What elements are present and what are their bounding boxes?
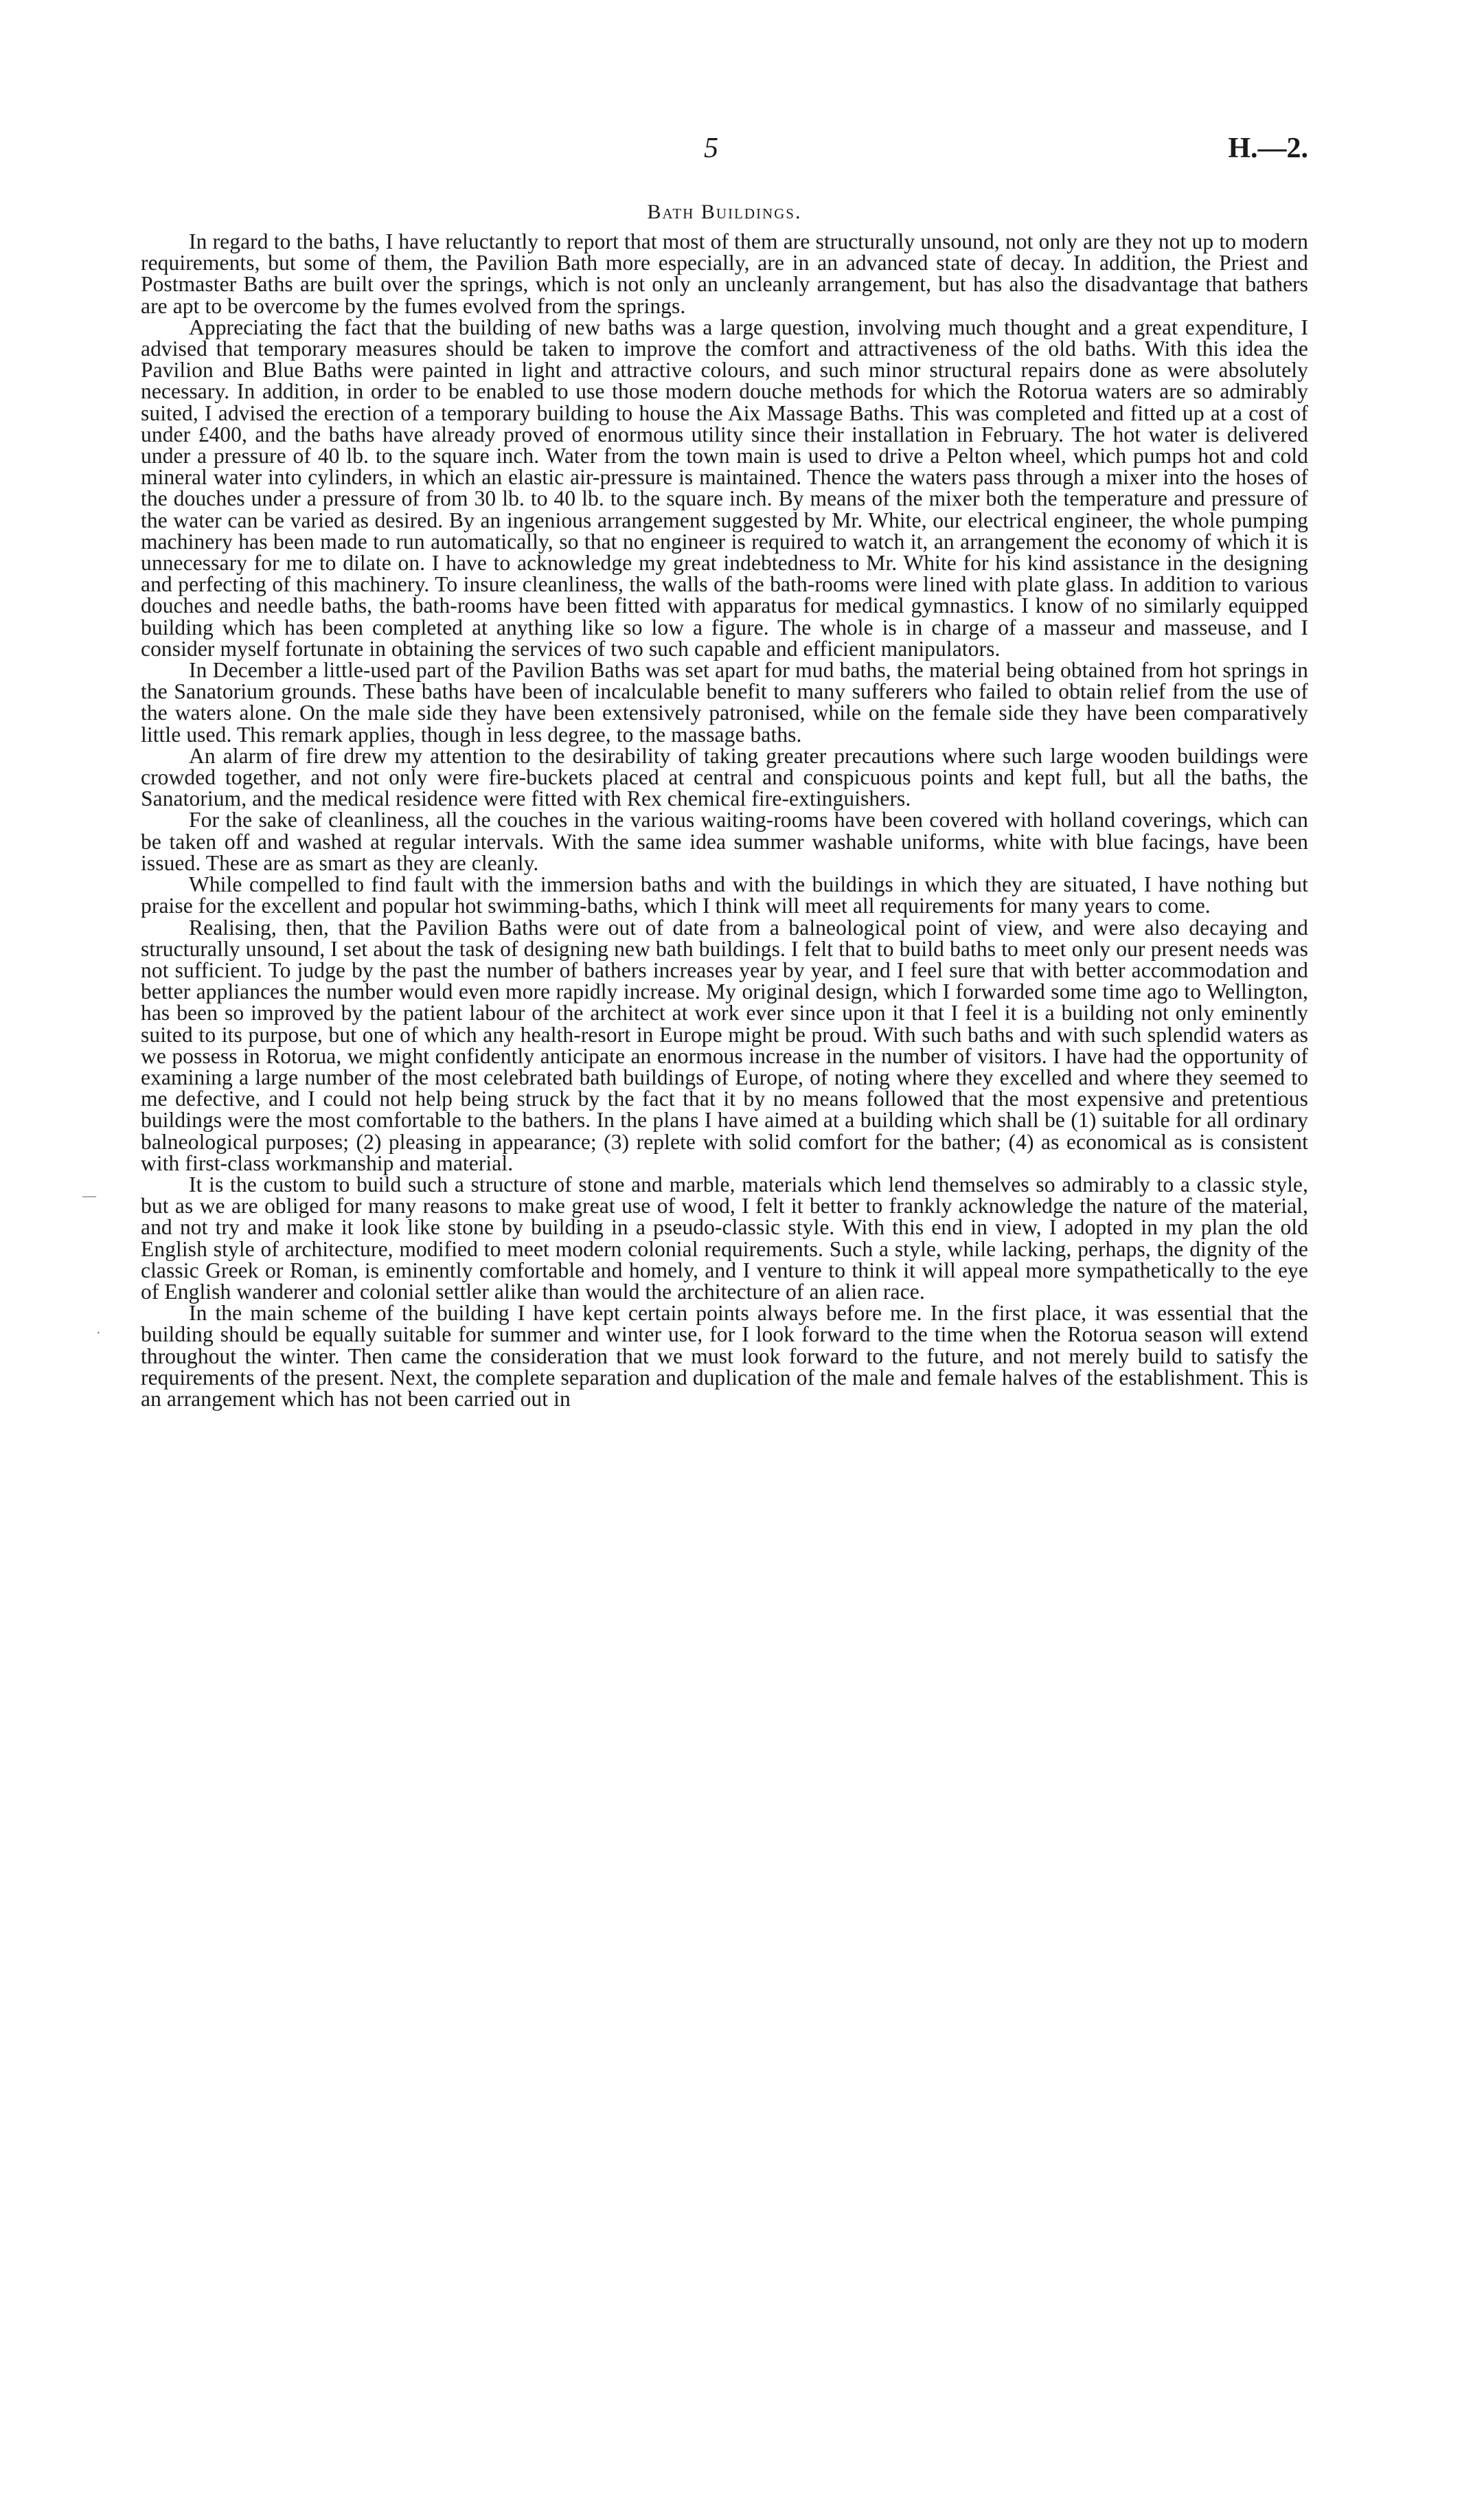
paragraph-swimming-baths: While compelled to find fault with the immersion baths and with the buildings in which they are situated, I have nothing but praise for the excellent and popular hot swimming-baths, which I think will meet all requirements for many years to come. <box>141 872 1308 918</box>
paragraph-baths-condition: In regard to the baths, I have reluctantly to report that most of them are structurally unsound, not only are they not up to modern requirements, but some of them, the Pavilion Bath more especially, are in an advanced state of decay. In addition, the Priest and Postmaster Baths are built over the springs, which is not only an uncleanly arrangement, but has also the disadvantage that bathers are apt to be overcome by the fumes evolved from the springs. <box>141 229 1308 318</box>
paragraph-new-bath-buildings: Realising, then, that the Pavilion Baths were out of date from a balneological point of view, and were also decaying and structurally unsound, I set about the task of designing new bath buildings. I felt that to build baths to meet only our present needs was not sufficient. To judge by the past the number of bathers increases year by year, and I feel sure that with better accommodation and better appliances the number would even more rapidly increase. My original design, which I forwarded some time ago to Wellington, has been so improved by the patient labour of the architect at work ever since upon it that I feel it is a building not only eminently suited to its purpose, but one of which any health-resort in Europe might be proud. With such baths and with such splendid waters as we possess in Rotorua, we might confidently anticipate an enormous increase in the number of visitors. I have had the opportunity of examining a large number of the most celebrated bath buildings of Europe, of noting where they excelled and where they seemed to me defective, and I could not help being struck by the fact that it by no means followed that the most expensive and pretentious buildings were the most comfortable to the bathers. In the plans I have aimed at a building which shall be (1) suitable for all ordinary balneological purposes; (2) pleasing in appearance; (3) replete with solid comfort for the bather; (4) as economical as is consistent with first-class workmanship and material. <box>141 915 1308 1175</box>
document-reference: H.—2. <box>1228 133 1308 164</box>
section-heading: Bath Buildings. <box>647 201 802 223</box>
paragraph-temporary-measures: Appreciating the fact that the building of new baths was a large question, involving much thought and a great expenditure, I advised that temporary measures should be taken to improve the comfort and attractiveness of the old baths. With this idea the Pavilion and Blue Baths were painted in light and attractive colours, and such minor structural repairs done as were absolutely necessary. In addition, in order to be enabled to use those modern douche methods for which the Rotorua waters are so admirably suited, I advised the erection of a temporary building to house the Aix Massage Baths. This was completed and fitted up at a cost of under £400, and the baths have already proved of enormous utility since their installation in February. The hot water is delivered under a pressure of 40 lb. to the square inch. Water from the town main is used to drive a Pelton wheel, which pumps hot and cold mineral water into cylinders, in which an elastic air-pressure is maintained. Thence the waters pass through a mixer into the hoses of the douches under a pressure of from 30 lb. to 40 lb. to the square inch. By means of the mixer both the temperature and pressure of the water can be varied as desired. By an ingenious arrangement suggested by Mr. White, our electrical engineer, the whole pumping machinery has been made to run automatically, so that no engineer is required to watch it, an arrangement the economy of which it is unnecessary for me to dilate on. I have to acknowledge my great indebtedness to Mr. White for his kind assistance in the designing and perfecting of this machinery. To insure cleanliness, the walls of the bath-rooms were lined with plate glass. In addition to various douches and needle baths, the bath-rooms have been fitted with apparatus for medical gymnastics. I know of no similarly equipped building which has been completed at anything like so low a figure. The whole is in charge of a masseur and masseuse, and I consider myself fortunate in obtaining the services of two such capable and efficient manipulators. <box>141 315 1308 661</box>
margin-mark: — <box>82 1188 96 1203</box>
body-text <box>141 231 1308 1409</box>
paragraph-fire-precautions: An alarm of fire drew my attention to the desirability of taking greater precautions where such large wooden buildings were crowded together, and not only were fire-buckets placed at central and conspicuous points and kept full, but all the baths, the Sanatorium, and the medical residence were fitted with Rex chemical fire-extinguishers. <box>141 743 1308 811</box>
paragraph-mud-baths: In December a little-used part of the Pavilion Baths was set apart for mud baths, the material being obtained from hot springs in the Sanatorium grounds. These baths have been of incalculable benefit to many sufferers who failed to obtain relief from the use of the waters alone. On the male side they have been extensively patronised, while on the female side they have been comparatively little used. This remark applies, though in less degree, to the massage baths. <box>141 658 1308 747</box>
page-header <box>141 132 1308 173</box>
margin-mark: · <box>96 1326 101 1341</box>
paragraph-architecture-style: It is the custom to build such a structure of stone and marble, materials which lend themselves so admirably to a classic style, but as we are obliged for many reasons to make great use of wood, I felt it better to frankly acknowledge the nature of the material, and not try and make it look like stone by building in a pseudo-classic style. With this end in view, I adopted in my plan the old English style of architecture, modified to meet modern colonial requirements. Such a style, while lacking, perhaps, the dignity of the classic Greek or Roman, is eminently comfortable and homely, and I venture to think it will appeal more sympathetically to the eye of English wanderer and colonial settler alike than would the architecture of an alien race. <box>141 1172 1308 1304</box>
page-number: 5 <box>704 133 718 164</box>
paragraph-main-scheme: In the main scheme of the building I have kept certain points always before me. In the first place, it was essential that the building should be equally suitable for summer and winter use, for I look forward to the time when the Rotorua season will extend throughout the winter. Then came the consideration that we must look forward to the future, and not merely build to satisfy the requirements of the present. Next, the complete separation and duplication of the male and female halves of the establishment. This is an arrangement which has not been carried out in <box>141 1301 1308 1411</box>
paragraph-cleanliness: For the sake of cleanliness, all the couches in the various waiting-rooms have been covered with holland coverings, which can be taken off and washed at regular intervals. With the same idea summer washable uniforms, white with blue facings, have been issued. These are as smart as they are cleanly. <box>141 808 1308 875</box>
